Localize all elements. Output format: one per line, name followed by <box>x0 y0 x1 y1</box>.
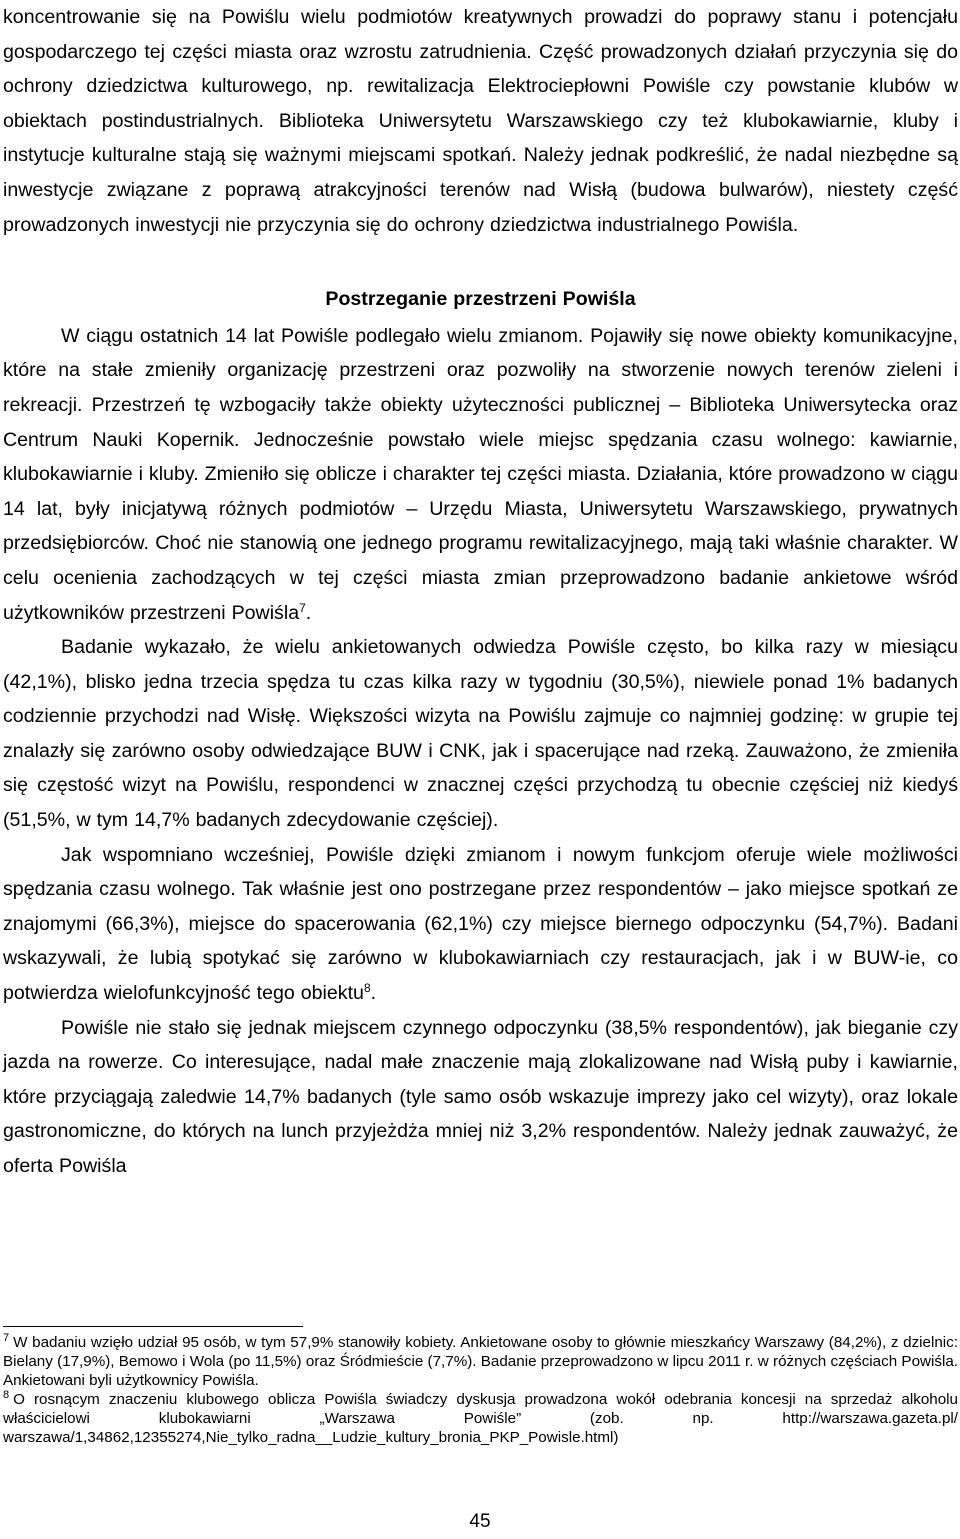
footnote-7 <box>3 1333 958 1390</box>
footnote-8-number: 8 <box>3 1389 10 1401</box>
footnote-divider <box>3 1326 303 1327</box>
paragraph-perception <box>3 838 958 1011</box>
footnote-8-text: O rosnącym znaczeniu klubowego oblicza Powiśla świadczy dyskusja prowadzona wokół odebrania koncesji na sprzedaż alkoholu właścicielowi klubokawiarni „Warszawa Powiśle” (zob. np. http://warszawa.gazeta.pl/ warszawa/1,34862,12355274,Nie_tylko_radna__Ludzie_kultury_bronia_PKP_Powisle.html) <box>3 1391 958 1446</box>
paragraph-perception-text: Jak wspomniano wcześniej, Powiśle dzięki zmianom i nowym funkcjom oferuje wiele możliwości spędzania czasu wolnego. Tak właśnie jest ono postrzegane przez respondentów – jako miejsce spotkań ze znajomymi (66,3%), miejsce do spacerowania (62,1%) czy miejsce biernego odpoczynku (54,7%). Badani wskazywali, że lubią spotykać się zarówno w klubokawiarniach czy restauracjach, jak i w BUW-ie, co potwierdza wielofunkcyjność tego obiektu <box>3 843 958 1005</box>
footnote-ref-8[interactable]: 8 <box>363 981 371 996</box>
paragraph-changes <box>3 319 958 630</box>
footnote-7-number: 7 <box>3 1332 10 1344</box>
footnotes <box>3 1326 958 1447</box>
paragraph-active-rest: Powiśle nie stało się jednak miejscem czynnego odpoczynku (38,5% respondentów), jak bieganie czy jazda na rowerze. Co interesujące, nadal małe znaczenie mają zlokalizowane nad Wisłą puby i kawiarnie, które przyciągają zaledwie 14,7% badanych (tyle samo osób wskazuje imprezy jako cel wizyty), oraz lokale gastronomiczne, do których na lunch przyjeżdża mniej niż 3,2% respondentów. Należy jednak zauważyć, że oferta Powiśla <box>3 1016 958 1177</box>
footnote-8 <box>3 1390 958 1447</box>
paragraph-intro: koncentrowanie się na Powiślu wielu podmiotów kreatywnych prowadzi do poprawy stanu i potencjału gospodarczego tej części miasta oraz wzrostu zatrudnienia. Część prowadzonych działań przyczynia się do ochrony dziedzictwa kulturowego, np. rewitalizacja Elektrociepłowni Powiśle czy powstanie klubów w obiektach postindustrialnych. Biblioteka Uniwersytetu Warszawskiego czy też klubokawiarnie, kluby i instytucje kulturalne stają się ważnymi miejscami spotkań. Należy jednak podkreślić, że nadal niezbędne są inwestycje związane z poprawą atrakcyjności terenów nad Wisłą (budowa bulwarów), niestety część prowadzonych inwestycji nie przyczynia się do ochrony dziedzictwa industrialnego Powiśla. <box>3 6 958 236</box>
footnote-7-text: W badaniu wzięło udział 95 osób, w tym 57,9% stanowiły kobiety. Ankietowane osoby to głównie mieszkańcy Warszawy (84,2%), z dzielnic: Bielany (17,9%), Bemowo i Wola (po 11,5%) oraz Śródmieście (7,7%). Badanie przeprowadzono w lipcu 2011 r. w różnych częściach Powiśla. Ankietowani byli użytkownicy Powiśla. <box>3 1334 958 1389</box>
paragraph-changes-tail: . <box>305 601 312 624</box>
paragraph-perception-tail: . <box>370 982 377 1005</box>
paragraph-survey-results: Badanie wykazało, że wielu ankietowanych odwiedza Powiśle często, bo kilka razy w miesiącu (42,1%), blisko jedna trzecia spędza tu czas kilka razy w tygodniu (30,5%), niewiele ponad 1% badanych codziennie przychodzi nad Wisłę. Większości wizyta na Powiślu zajmuje co najmniej godzinę: w grupie tej znalazły się zarówno osoby odwiedzające BUW i CNK, jak i spacerujące nad rzeką. Zauważono, że zmieniła się częstość wizyt na Powiślu, respondenci w znacznej części przychodzą tu obecnie częściej niż kiedyś (51,5%, w tym 14,7% badanych zdecydowanie częściej). <box>3 636 958 832</box>
section-heading: Postrzeganie przestrzeni Powiśla <box>325 288 636 311</box>
page-number: 45 <box>469 1511 491 1532</box>
paragraph-changes-text: W ciągu ostatnich 14 lat Powiśle podlegało wielu zmianom. Pojawiły się nowe obiekty komunikacyjne, które na stałe zmieniły organizację przestrzeni oraz pozwoliły na stworzenie nowych terenów zieleni i rekreacji. Przestrzeń tę wzbogaciły także obiekty użyteczności publicznej – Biblioteka Uniwersytecka oraz Centrum Nauki Kopernik. Jednocześnie powstało wiele miejsc spędzania czasu wolnego: kawiarnie, klubokawiarnie i kluby. Zmieniło się oblicze i charakter tej części miasta. Działania, które prowadzono w ciągu 14 lat, były inicjatywą różnych podmiotów – Urzędu Miasta, Uniwersytetu Warszawskiego, prywatnych przedsiębiorców. Choć nie stanowią one jednego programu rewitalizacyjnego, mają taki właśnie charakter. W celu ocenienia zachodzących w tej części miasta zmian przeprowadzono badanie ankietowe wśród użytkowników przestrzeni Powiśla <box>3 324 958 624</box>
footnote-ref-7[interactable]: 7 <box>299 600 306 615</box>
main-text <box>3 0 958 1184</box>
